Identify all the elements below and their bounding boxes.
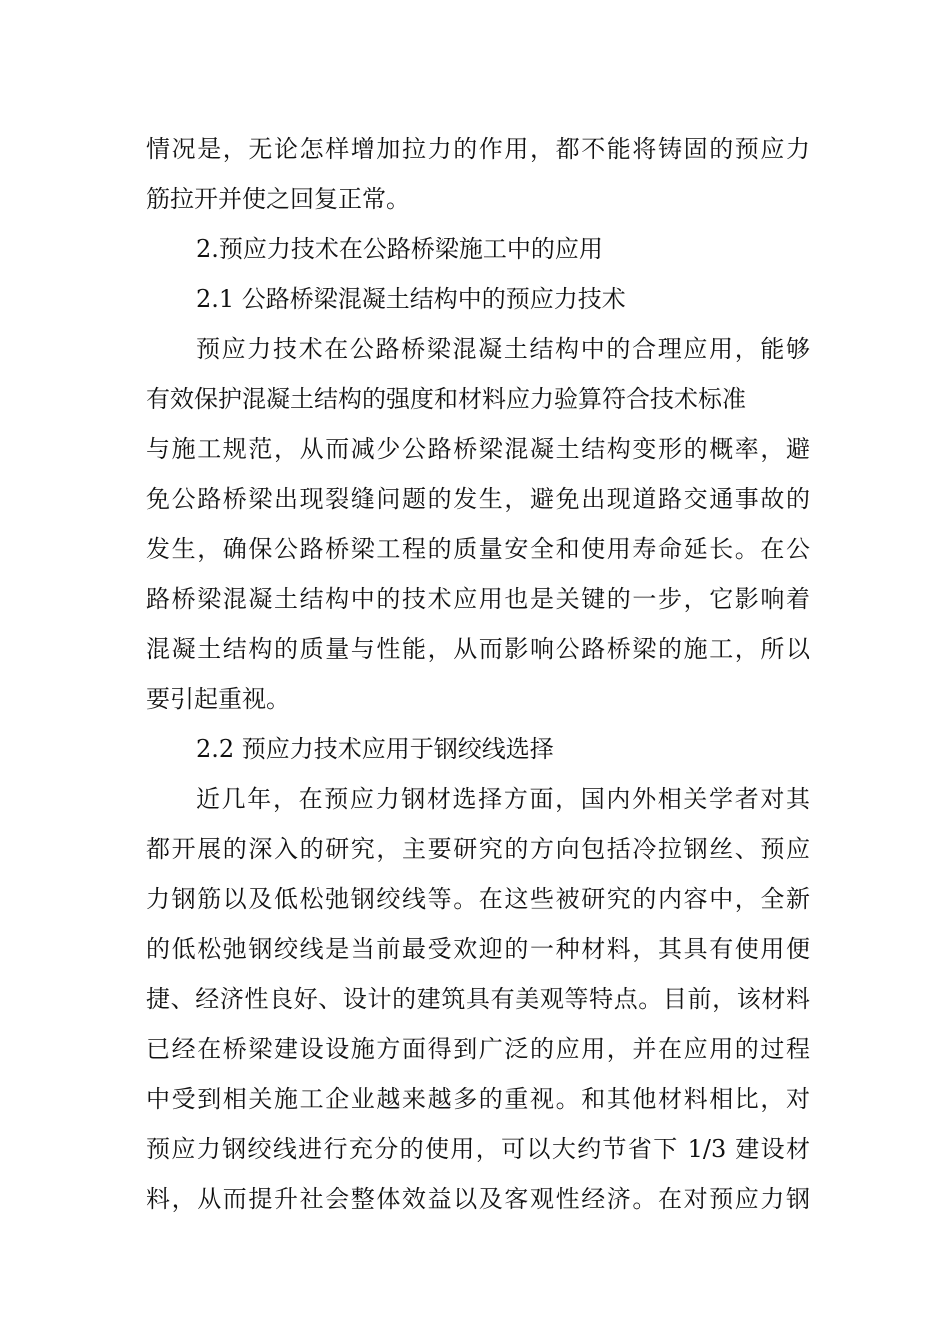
paragraph-line: 预应力钢绞线进行充分的使用，可以大约节省下 1/3 建设材 bbox=[146, 1135, 810, 1163]
subsection-heading: 2.1 公路桥梁混凝土结构中的预应力技术 bbox=[196, 285, 626, 313]
paragraph-line: 与施工规范，从而减少公路桥梁混凝土结构变形的概率，避 bbox=[146, 435, 810, 463]
paragraph-line: 混凝土结构的质量与性能，从而影响公路桥梁的施工，所以 bbox=[146, 635, 810, 663]
paragraph-line: 近几年，在预应力钢材选择方面，国内外相关学者对其 bbox=[196, 785, 810, 813]
paragraph-line: 免公路桥梁出现裂缝问题的发生，避免出现道路交通事故的 bbox=[146, 485, 810, 513]
paragraph-line: 的低松弛钢绞线是当前最受欢迎的一种材料，其具有使用便 bbox=[146, 935, 810, 963]
paragraph-line: 有效保护混凝土结构的强度和材料应力验算符合技术标准 bbox=[146, 385, 746, 413]
paragraph-line: 已经在桥梁建设设施方面得到广泛的应用，并在应用的过程 bbox=[146, 1035, 810, 1063]
paragraph-line: 预应力技术在公路桥梁混凝土结构中的合理应用，能够 bbox=[196, 335, 810, 363]
body-text bbox=[146, 124, 810, 1224]
paragraph-line: 路桥梁混凝土结构中的技术应用也是关键的一步，它影响着 bbox=[146, 585, 810, 613]
section-heading: 2.预应力技术在公路桥梁施工中的应用 bbox=[196, 235, 603, 263]
paragraph-line: 情况是，无论怎样增加拉力的作用，都不能将铸固的预应力 bbox=[146, 135, 810, 163]
paragraph-line: 料，从而提升社会整体效益以及客观性经济。在对预应力钢 bbox=[146, 1185, 810, 1213]
paragraph-line: 筋拉开并使之回复正常。 bbox=[146, 185, 410, 213]
paragraph-line: 要引起重视。 bbox=[146, 685, 290, 713]
paragraph-line: 力钢筋以及低松弛钢绞线等。在这些被研究的内容中，全新 bbox=[146, 885, 810, 913]
subsection-heading: 2.2 预应力技术应用于钢绞线选择 bbox=[196, 735, 554, 763]
paragraph-line: 都开展的深入的研究，主要研究的方向包括冷拉钢丝、预应 bbox=[146, 835, 810, 863]
paragraph-line: 发生，确保公路桥梁工程的质量安全和使用寿命延长。在公 bbox=[146, 535, 810, 563]
paragraph-line: 中受到相关施工企业越来越多的重视。和其他材料相比，对 bbox=[146, 1085, 810, 1113]
paragraph-line: 捷、经济性良好、设计的建筑具有美观等特点。目前，该材料 bbox=[146, 985, 810, 1013]
